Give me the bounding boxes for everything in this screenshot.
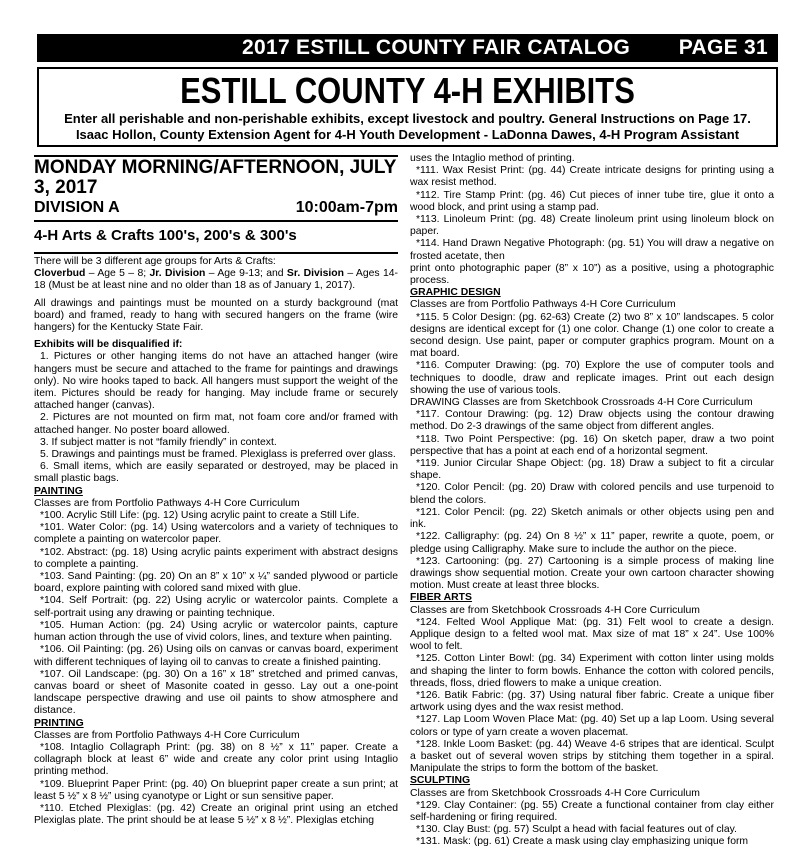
catalog-title: 2017 ESTILL COUNTY FAIR CATALOG (242, 36, 631, 59)
fiber-source: Classes are from Sketchbook Crossroads 4-H Core Curriculum (410, 604, 700, 616)
class-item: *102. Abstract: (pg. 18) Using acrylic paints experiment with abstract designs to complete a painting. (34, 546, 398, 570)
class-item: *125. Cotton Linter Bowl: (pg. 34) Experiment with cotton linter using molds and shaping the linter to form bowls. Enhance the cotton with colored pencils, threads, floss, dried flowers to make a unique creation. (410, 653, 774, 689)
class-item: *117. Contour Drawing: (pg. 12) Draw objects using the contour drawing method. Do 2-3 drawings of the same object from different angles. (410, 409, 774, 433)
class-item: *115. 5 Color Design: (pg. 62-63) Create (2) two 8” x 10” landscapes. 5 color designs are identical except for (1) one color. Change (1) one color to create a second design. Use paint, paper or computer graphics program. Mount on a mat board. (410, 311, 774, 360)
age-s: – Ages 14-18 (Must be at least nine and no older than 18 as of January 1, 2017). (34, 268, 398, 292)
age-intro: There will be 3 different age groups for Arts & Crafts: (34, 256, 276, 267)
class-item: *116. Computer Drawing: (pg. 70) Explore the use of computer tools and techniques to doodle, draw and replicate images. Print out each design showing the use of various tools. (410, 360, 774, 396)
class-item: *105. Human Action: (pg. 24) Using acrylic or watercolor paints, capture human action through the use of vivid colors, lines, and texture when painting. (34, 619, 398, 644)
class-item: *122. Calligraphy: (pg. 24) On 8 ½” x 11” paper, rewrite a quote, poem, or pledge using Calligraphy. Make sure to include the author on the piece. (410, 531, 774, 555)
class-item: *109. Blueprint Paper Print: (pg. 40) On blueprint paper create a sun print; at least 5 ½” x 8 ½” using cyanotype or Light or sun sensitive paper. (34, 778, 398, 802)
sculpting-heading: SCULPTING (410, 775, 471, 787)
left-column (34, 153, 398, 827)
sculpting-source: Classes are from Sketchbook Crossroads 4-H Core Curriculum (410, 787, 700, 799)
page-header-bar (37, 34, 778, 62)
age-s-label: Sr. Division (286, 268, 344, 280)
rule-item: 3. If subject matter is not “family friendly” in context. (40, 436, 277, 448)
date-heading: MONDAY MORNING/AFTERNOON, JULY 3, 2017 (34, 157, 397, 198)
disqualify-heading: Exhibits will be disqualified if: (34, 339, 183, 351)
page-number: PAGE 31 (678, 36, 768, 59)
age-c: – Age 5 – 8; (85, 268, 150, 280)
class-item: *118. Two Point Perspective: (pg. 16) On sketch paper, draw a two point perspective that has a point at each end of a horizontal segment. (410, 433, 774, 457)
class-item: *130. Clay Bust: (pg. 57) Sculpt a head with facial features out of clay. (416, 824, 737, 836)
arts-heading: 4-H Arts & Crafts 100's, 200's & 300's (34, 227, 297, 244)
rule-item: 1. Pictures or other hanging items do not have an attached hanger (wire hangers must be secure and attached to the frame for paintings and drawings only). No wire hooks taped to back. All hangers must support the weight of the item. Pictures should be ready for hanging. May include frame or securely attached hanger (canvas). (34, 351, 398, 412)
class-item: *110. Etched Plexiglas: (pg. 42) Create an original print using an etched Plexiglas plate. The print should be at lease 5 ½” x 8 ½”. Plexiglas etching (34, 802, 398, 827)
age-j-label: Jr. Division (149, 268, 206, 280)
class-item: *112. Tire Stamp Print: (pg. 46) Cut pieces of inner tube tire, glue it onto a wood block, and print using a stamp pad. (410, 189, 774, 213)
class-item: *104. Self Portrait: (pg. 22) Using acrylic or watercolor paints. Complete a self-portrait using any drawing or painting technique. (34, 595, 398, 619)
printing-heading: PRINTING (34, 717, 84, 729)
class-item-cont: print onto photographic paper (8” x 10”) as a positive, using a photographic process. (410, 262, 774, 287)
age-c-label: Cloverbud (34, 268, 86, 280)
drawing-source: DRAWING Classes are from Sketchbook Crossroads 4-H Core Curriculum (410, 397, 753, 409)
exhibits-banner (37, 67, 778, 147)
class-item: *128. Inkle Loom Basket: (pg. 44) Weave 4-6 stripes that are identical. Sculpt a basket out of several woven strips by stitching them together in a spiral. Manipulate the strips to form the bottom of the basket. (410, 738, 774, 775)
rule-item: 5. Drawings and paintings must be framed. Plexiglass is preferred over glass. (40, 449, 396, 461)
division-time: 10:00am-7pm (295, 199, 398, 216)
class-item: *114. Hand Drawn Negative Photograph: (pg. 51) You will draw a negative on frosted acetate, then (410, 238, 774, 262)
mount-note: All drawings and paintings must be mounted on a sturdy background (mat board) and framed, ready to hang with secured hangers on the frame (wire hangers) for the Kentucky State Fair. (34, 297, 398, 334)
divider (34, 252, 398, 254)
class-item: *123. Cartooning: (pg. 27) Cartooning is a simple process of making line drawings show sequential motion. Create your own cartoon character showing motion. Must create at least three blocks. (410, 555, 774, 592)
class-item: *129. Clay Container: (pg. 55) Create a functional container from clay either self-hardening or firing required. (410, 799, 774, 823)
age-groups (34, 268, 398, 292)
division-label: DIVISION A (34, 199, 120, 216)
class-item: *120. Color Pencil: (pg. 20) Draw with colored pencils and use turpenoid to blend the colors. (410, 482, 774, 506)
class-item: *111. Wax Resist Print: (pg. 44) Create intricate designs for printing using a wax resist method. (410, 165, 774, 189)
divider (34, 220, 398, 222)
fiber-heading: FIBER ARTS (410, 592, 472, 604)
class-item: *127. Lap Loom Woven Place Mat: (pg. 40) Set up a lap Loom. Using several colors or type of yarn create a woven placemat. (410, 714, 774, 738)
class-item: *103. Sand Painting: (pg. 20) On an 8” x 10” x ¼” sanded plywood or particle board, explore painting with colored sand mixed with glue. (34, 571, 398, 595)
class-item: *108. Intaglio Collagraph Print: (pg. 38) on 8 ½” x 11” paper. Create a collagraph block at least 6” wide and create any color print using Intaglio printing method. (34, 741, 398, 778)
graphic-source: Classes are from Portfolio Pathways 4-H Core Curriculum (410, 299, 676, 311)
class-item: *100. Acrylic Still Life: (pg. 12) Using acrylic paint to create a Still Life. (40, 510, 360, 522)
rule-item: 2. Pictures are not mounted on firm mat, not foam core and/or framed with attached hanger. No poster board allowed. (34, 412, 398, 436)
banner-instructions: Enter all perishable and non-perishable exhibits, except livestock and poultry. General Instructions on Page 17. (64, 111, 751, 126)
division-row (34, 198, 398, 217)
age-j: – Age 9-13; and (205, 268, 287, 280)
rule-item: 6. Small items, which are easily separated or destroyed, may be placed in small plastic bags. (34, 461, 398, 485)
continued-text: uses the Intaglio method of printing. (410, 153, 575, 164)
painting-heading: PAINTING (34, 485, 83, 497)
right-column (410, 153, 774, 849)
class-item: *106. Oil Painting: (pg. 26) Using oils on canvas or canvas board, experiment with different techniques of laying oil to canvas to create a finished painting. (34, 644, 398, 668)
graphic-heading: GRAPHIC DESIGN (410, 287, 501, 299)
class-item: *107. Oil Landscape: (pg. 30) On a 16” x 18” stretched and primed canvas, canvas board or sheet of Masonite coated in gesso. Lay out a one-point landscape perspective drawing and use oil paints to show atmosphere and distance. (34, 668, 398, 717)
class-item: *101. Water Color: (pg. 14) Using watercolors and a variety of techniques to complete a painting on watercolor paper. (34, 522, 398, 546)
banner-staff: Isaac Hollon, County Extension Agent for 4-H Youth Development - LaDonna Dawes, 4-H Program Assistant (75, 127, 740, 142)
class-item: *121. Color Pencil: (pg. 22) Sketch animals or other objects using pen and ink. (410, 506, 774, 531)
class-item: *126. Batik Fabric: (pg. 37) Using natural fiber fabric. Create a unique fiber artwork using dyes and the wax resist method. (410, 689, 774, 714)
class-item: *119. Junior Circular Shape Object: (pg. 18) Draw a subject to fit a circular shape. (410, 458, 774, 482)
painting-source: Classes are from Portfolio Pathways 4-H Core Curriculum (34, 497, 300, 509)
class-item: *131. Mask: (pg. 61) Create a mask using clay emphasizing unique form (416, 836, 749, 848)
class-item: *124. Felted Wool Applique Mat: (pg. 31) Felt wool to create a design. Applique design to a felted wool mat. Max size of mat 18” x 24”. Use 100% wool to felt. (410, 616, 774, 653)
class-item: *113. Linoleum Print: (pg. 48) Create linoleum print using linoleum block on paper. (410, 214, 774, 238)
banner-title: ESTILL COUNTY 4-H EXHIBITS (180, 70, 635, 111)
printing-source: Classes are from Portfolio Pathways 4-H Core Curriculum (34, 729, 300, 741)
